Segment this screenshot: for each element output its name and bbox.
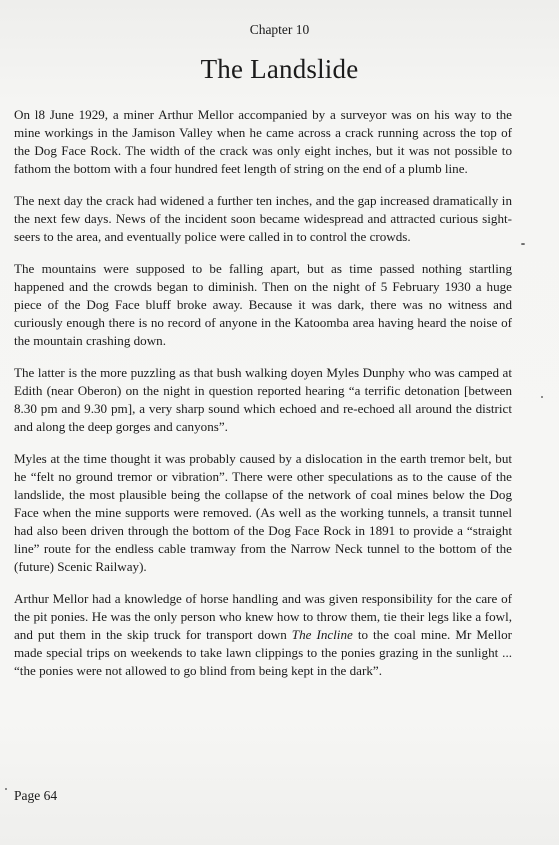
paragraph-text: Arthur Mellor had a knowledge of horse handling and was given responsibility for the care of the pit ponies. He was the only person who knew how to throw them, tie their legs like a fowl, and put them in the skip truck for transport down <box>14 591 512 642</box>
paragraph-text: The mountains were supposed to be falling apart, but as time passed nothing startling happened and the crowds began to diminish. Then on the night of 5 February 1930 a huge piece of the Dog Face bluff broke away. Because it was dark, there was no witness and curiously enough there is no record of anyone in the Katoomba area having heard the noise of the mountain crashing down. <box>14 261 512 348</box>
chapter-label: Chapter 10 <box>249 22 310 37</box>
page-number: Page 64 <box>14 788 58 803</box>
paragraph-text: The latter is the more puzzling as that bush walking doyen Myles Dunphy who was camped at Edith (near Oberon) on the night in question reported hearing “a terrific detonation [between 8.30 pm and 9.30 pm], a very sharp sound which echoed and re-echoed all around the district and along the deep gorges and canyons”. <box>14 365 512 434</box>
paragraph-text: to the coal mine. Mr Mellor made special trips on weekends to take lawn clippings to the ponies grazing in the sunlight ... “the ponies were not allowed to go blind from being kept in the dark”. <box>14 627 512 678</box>
paragraph-text: The next day the crack had widened a further ten inches, and the gap increased dramatically in the next few days. News of the incident soon became widespread and attracted curious sight-seers to the area, and eventually police were called in to control the crowds. <box>14 193 512 244</box>
chapter-title: The Landslide <box>200 54 359 84</box>
paragraph <box>14 106 512 178</box>
paragraph <box>14 260 512 350</box>
paragraph-text: On l8 June 1929, a miner Arthur Mellor accompanied by a surveyor was on his way to the mine workings in the Jamison Valley when he came across a crack running across the top of the Dog Face Rock. The width of the crack was only eight inches, but it was not possible to fathom the bottom with a four hundred feet length of string on the end of a plumb line. <box>14 107 512 176</box>
paragraph <box>14 450 512 576</box>
paragraph <box>14 590 512 680</box>
scan-speck <box>521 243 525 245</box>
scan-speck <box>5 788 7 790</box>
italic-text: The Incline <box>291 627 353 642</box>
body-text <box>14 106 512 694</box>
scan-speck <box>541 396 543 398</box>
paragraph <box>14 192 512 246</box>
paragraph <box>14 364 512 436</box>
paragraph-text: Myles at the time thought it was probably caused by a dislocation in the earth tremor belt, but he “felt no ground tremor or vibration”. There were other speculations as to the cause of the landslide, the most plausible being the collapse of the network of coal mines below the Dog Face when the mine supports were removed. (As well as the working tunnels, a transit tunnel had also been driven through the bottom of the Dog Face Rock in 1891 to provide a “straight line” route for the endless cable tramway from the Narrow Neck tunnel to the bottom of the (future) Scenic Railway). <box>14 451 512 574</box>
